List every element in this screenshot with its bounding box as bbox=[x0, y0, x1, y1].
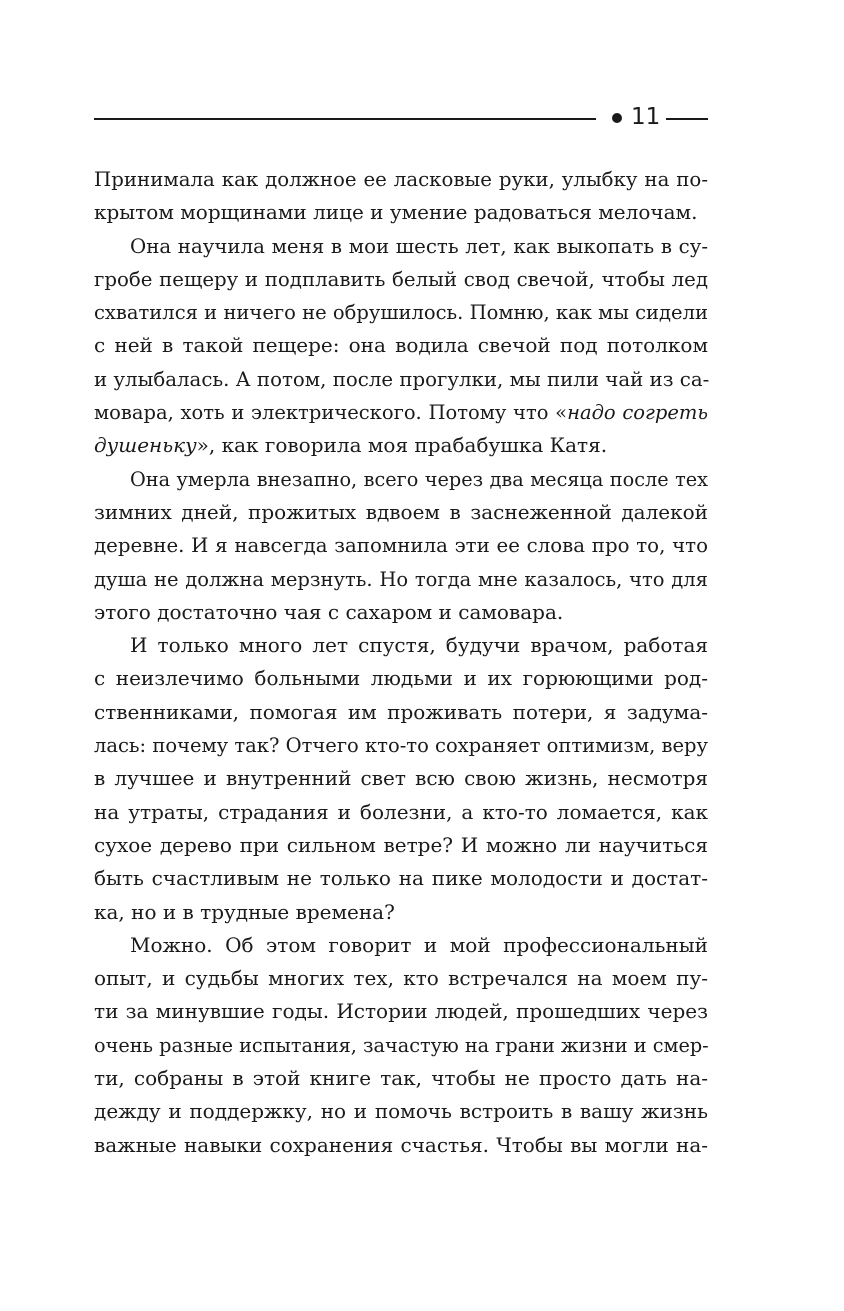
page-number: 11 bbox=[631, 104, 661, 130]
text-span: », как говорила моя прабабушка Катя. bbox=[196, 433, 608, 458]
text-line: И только много лет спустя, будучи врачом, работая bbox=[130, 633, 708, 658]
text-line: этого достаточно чая с сахаром и самовара. bbox=[94, 599, 564, 624]
text-line: Она умерла внезапно, всего через два месяца после тех bbox=[130, 467, 708, 491]
text-line: ственниками, помогая им проживать потери, я задума- bbox=[94, 699, 708, 724]
text-line: на утраты, страдания и болезни, а кто-то ломается, как bbox=[94, 799, 708, 824]
text-line: душа не должна мерзнуть. Но тогда мне казалось, что для bbox=[94, 567, 708, 591]
text-line: с ней в такой пещере: она водила свечой под потолком bbox=[94, 333, 708, 358]
text-line: опыт, и судьбы многих тех, кто встречался на моем пу- bbox=[94, 966, 708, 991]
paragraph-4 bbox=[94, 629, 708, 929]
paragraph-2 bbox=[94, 230, 708, 463]
page-header bbox=[94, 100, 708, 136]
text-line: Можно. Об этом говорит и мой профессиональный bbox=[130, 932, 708, 957]
text-line: Она научила меня в мои шесть лет, как выкопать в су- bbox=[130, 234, 708, 258]
text-line: ка, но и в трудные времена? bbox=[94, 899, 395, 924]
paragraph-3 bbox=[94, 463, 708, 629]
text-line: в лучшее и внутренний свет всю свою жизнь, несмотря bbox=[94, 766, 708, 791]
body-text bbox=[94, 163, 708, 1162]
text-line: Принимала как должное ее ласковые руки, улыбку на по- bbox=[94, 168, 708, 191]
text-span: мовара, хоть и электрического. Потому что « bbox=[94, 401, 568, 425]
text-line: дежду и поддержку, но и помочь встроить в вашу жизнь bbox=[94, 1099, 708, 1124]
text-line: сухое дерево при сильном ветре? И можно ли научиться bbox=[94, 832, 708, 857]
italic-quote: надо согреть bbox=[567, 401, 708, 425]
italic-quote: душеньку bbox=[94, 433, 197, 458]
text-line: важные навыки сохранения счастья. Чтобы вы могли на- bbox=[94, 1132, 708, 1157]
text-line: лась: почему так? Отчего кто-то сохраняет оптимизм, веру bbox=[94, 734, 708, 758]
text-line: ти, собраны в этой книге так, чтобы не просто дать на- bbox=[94, 1066, 708, 1091]
text-line: зимних дней, прожитых вдвоем в заснеженной далекой bbox=[94, 499, 708, 524]
header-bullet-icon bbox=[612, 113, 622, 123]
paragraph-1 bbox=[94, 163, 708, 230]
text-line bbox=[94, 429, 708, 462]
text-line: гробе пещеру и подплавить белый свод свечой, чтобы лед bbox=[94, 267, 708, 291]
text-line: очень разные испытания, зачастую на грани жизни и смер- bbox=[94, 1033, 709, 1057]
text-line: с неизлечимо больными людьми и их горюющими род- bbox=[94, 666, 708, 691]
header-rule-left bbox=[94, 118, 596, 120]
text-line: крытом морщинами лице и умение радоваться мелочам. bbox=[94, 200, 698, 225]
paragraph-5 bbox=[94, 929, 708, 1162]
text-line: быть счастливым не только на пике молодости и достат- bbox=[94, 866, 708, 891]
text-line bbox=[94, 396, 708, 429]
text-line: деревне. И я навсегда запомнила эти ее слова про то, что bbox=[94, 534, 708, 558]
text-line: ти за минувшие годы. Истории людей, прошедших через bbox=[94, 999, 708, 1024]
text-line: схватился и ничего не обрушилось. Помню, как мы сидели bbox=[94, 301, 708, 325]
header-rule-right bbox=[666, 118, 708, 120]
text-line: и улыбалась. А потом, после прогулки, мы пили чай из са- bbox=[94, 367, 710, 391]
